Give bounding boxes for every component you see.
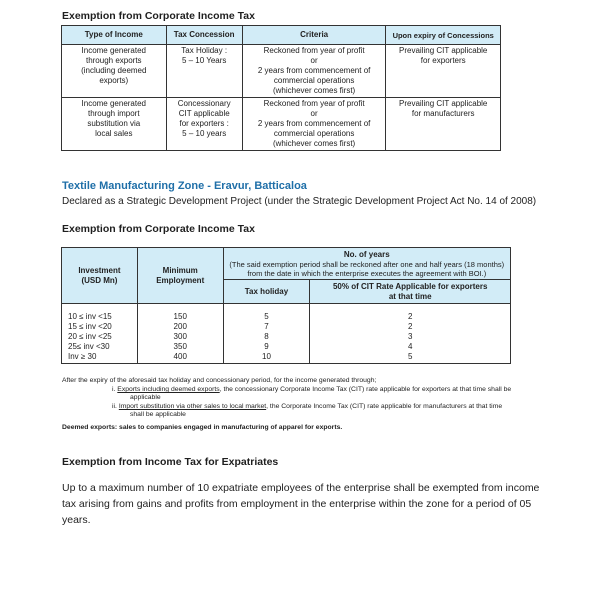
cell-rate-values [310, 304, 511, 364]
cell-line: 9 [264, 342, 269, 351]
cell-tax-concession [166, 98, 242, 151]
cell-line: 200 [173, 322, 187, 331]
cell-line: 3 [407, 332, 413, 341]
cell-line: 10 ≤ inv <15 [68, 312, 112, 321]
paragraph-line: tax arising from gains and profits from employment in the enterprise within the zone for a period of 05 [62, 498, 532, 510]
cell-line: commercial operations [273, 76, 355, 85]
note-underlined-term: Exports including deemed exports [117, 386, 220, 393]
cell-line: Prevailing CIT applicable [399, 46, 488, 55]
header-line: No. of years [343, 249, 390, 259]
table-row [62, 45, 501, 98]
cell-employment-values [137, 304, 223, 364]
cell-line: 2 years from commencement of [257, 66, 371, 75]
cell-line: Prevailing CIT applicable [399, 99, 488, 108]
notes-item-2-cont: shall be applicable [130, 411, 186, 418]
cell-type-income [62, 98, 167, 151]
cell-line: Reckoned from year of profit [263, 99, 365, 108]
note-text: , the concessionary Corporate Income Tax (CIT) rate applicable for exporters at that time shall be [219, 386, 512, 393]
cell-line: 150 [173, 312, 187, 321]
cell-upon-expiry [386, 45, 501, 98]
cell-investment-ranges [62, 304, 138, 364]
cell-line: 2 [407, 312, 413, 321]
cell-line: or [310, 109, 318, 118]
cell-upon-expiry [386, 98, 501, 151]
cell-line: through import [87, 109, 140, 118]
cell-criteria [242, 98, 386, 151]
cell-line: for exporters [420, 56, 466, 65]
cell-line: 10 [262, 352, 271, 361]
cell-holiday-values [223, 304, 310, 364]
header-line: 50% of CIT Rate Applicable for exporters [332, 281, 488, 291]
cell-line: 4 [407, 342, 413, 351]
cell-line: Inv ≥ 30 [68, 352, 97, 361]
cell-line: (including deemed [81, 66, 147, 75]
list-number: ii. [112, 403, 117, 410]
section-heading-cit: Exemption from Corporate Income Tax [62, 10, 255, 22]
zone-title: Textile Manufacturing Zone - Eravur, Batticaloa [62, 180, 307, 192]
cell-line: 25≤ inv <30 [68, 342, 110, 351]
cell-line: (whichever comes first) [272, 86, 356, 95]
notes-intro: After the expiry of the aforesaid tax holiday and concessionary period, for the income generated through; [62, 377, 377, 384]
cell-type-income [62, 45, 167, 98]
cell-line: for exporters : [179, 119, 229, 128]
zone-exemption-table [61, 247, 511, 364]
cell-line: Reckoned from year of profit [263, 46, 365, 55]
section-heading-cit-zone: Exemption from Corporate Income Tax [62, 223, 255, 235]
cell-line: Income generated [81, 99, 147, 108]
cell-line: 5 [264, 312, 269, 321]
header-years-note: (The said exemption period shall be reckoned after one and half years (18 months) from the date in which the enterprise executes the agreement with BOI.) [229, 259, 505, 278]
cell-line: 2 [407, 322, 413, 331]
cell-line: Tax Holiday : [181, 46, 228, 55]
cell-line: 20 ≤ inv <25 [68, 332, 112, 341]
list-number: i. [112, 386, 116, 393]
header-type-of-income: Type of Income [62, 26, 167, 45]
notes-item-1 [112, 385, 542, 394]
cit-concession-table [61, 25, 501, 151]
header-investment [62, 248, 138, 304]
cell-line: through exports [85, 56, 142, 65]
cell-line: for manufacturers [411, 109, 475, 118]
cell-line: 300 [173, 332, 187, 341]
cell-line: substitution via [87, 119, 141, 128]
cell-line: 7 [264, 322, 269, 331]
header-min-employment [137, 248, 223, 304]
cell-line: 5 [407, 352, 413, 361]
cell-line: 2 years from commencement of [257, 119, 371, 128]
expatriates-paragraph [62, 480, 552, 528]
cell-line: 15 ≤ inv <20 [68, 322, 112, 331]
cell-line: Income generated [81, 46, 147, 55]
table-row [62, 304, 511, 364]
header-cit-rate [310, 280, 511, 304]
cell-line: local sales [95, 129, 133, 138]
cell-line: (whichever comes first) [272, 139, 356, 148]
cell-line: 350 [173, 342, 187, 351]
header-no-of-years [223, 248, 510, 280]
table-row [62, 98, 501, 151]
header-line: Minimum [162, 265, 198, 275]
notes-item-1-cont: applicable [130, 394, 161, 401]
header-line: Employment [156, 275, 205, 285]
header-criteria: Criteria [242, 26, 386, 45]
cell-line: CIT applicable [178, 109, 230, 118]
cell-line: 400 [173, 352, 187, 361]
header-line: at that time [388, 291, 432, 301]
cell-tax-concession [166, 45, 242, 98]
header-line: Investment [78, 265, 121, 275]
header-line: (USD Mn) [81, 275, 118, 285]
cell-line: commercial operations [273, 129, 355, 138]
cell-line: Concessionary [177, 99, 231, 108]
cell-criteria [242, 45, 386, 98]
header-upon-expiry: Upon expiry of Concessions [386, 26, 501, 45]
deemed-exports-note: Deemed exports: sales to companies engaged in manufacturing of apparel for exports. [62, 424, 343, 431]
header-tax-holiday: Tax holiday [223, 280, 310, 304]
paragraph-line: Up to a maximum number of 10 expatriate employees of the enterprise shall be exempted from income [62, 482, 540, 494]
cell-line: 5 – 10 Years [181, 56, 227, 65]
zone-subtitle: Declared as a Strategic Development Project (under the Strategic Development Project Act No. 14 of 2008) [62, 196, 537, 207]
section-heading-expatriates: Exemption from Income Tax for Expatriates [62, 456, 279, 468]
cell-line: or [310, 56, 318, 65]
paragraph-line: years. [62, 514, 91, 526]
header-tax-concession: Tax Concession [166, 26, 242, 45]
cell-line: 5 – 10 years [182, 129, 227, 138]
note-text: , the Corporate Income Tax (CIT) rate applicable for manufacturers at that time [266, 403, 503, 410]
cell-line: 8 [264, 332, 269, 341]
cell-line: exports) [99, 76, 129, 85]
note-underlined-term: Import substitution via other sales to local market [118, 403, 267, 410]
